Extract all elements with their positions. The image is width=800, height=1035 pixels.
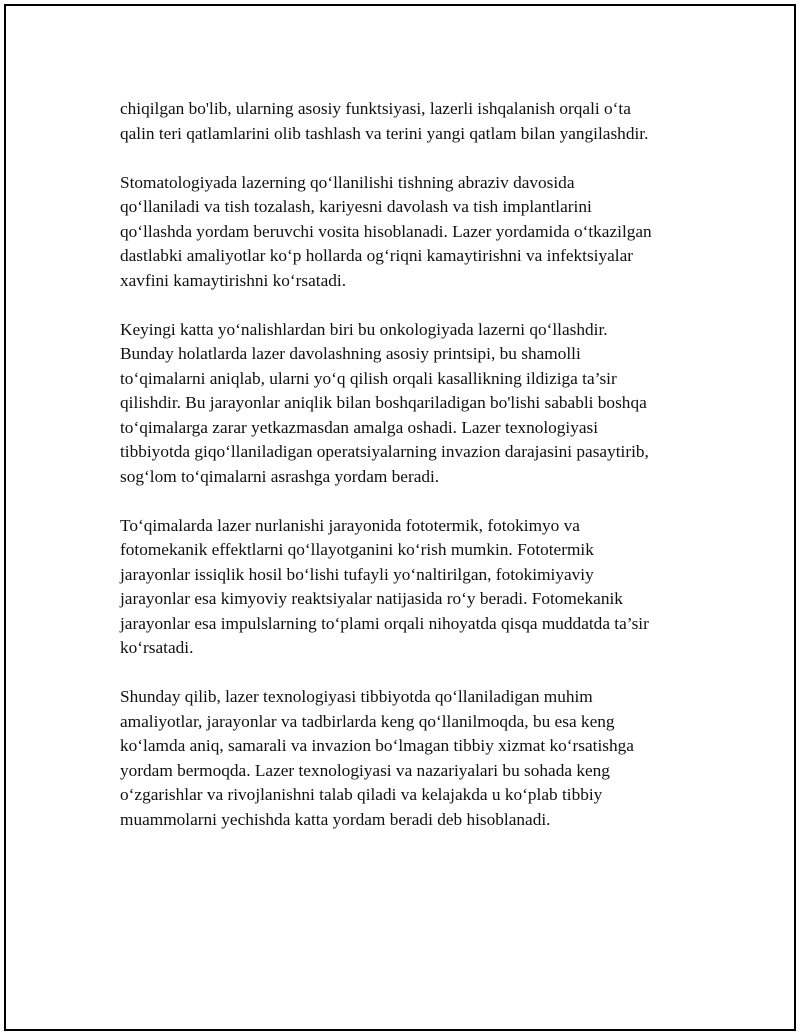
paragraph-skin-treatment: chiqilgan bo'lib, ularning asosiy funktsiyasi, lazerli ishqalanish orqali o‘ta qalin teri qatlamlarini olib tashlash va terini yangi qatlam bilan yangilashdir.: [120, 99, 649, 143]
paragraph-dentistry: Stomatologiyada lazerning qo‘llanilishi tishning abraziv davosida qo‘llaniladi va tish tozalash, kariyesni davolash va tish implantlarini qo‘llashda yordam beruvchi vosita hisoblanadi. Lazer yordamida o‘tkazilgan dastlabki amaliyotlar ko‘p hollarda og‘riqni kamaytirishni va infektsiyalar xavfini kamaytirishni ko‘rsatadi.: [120, 172, 652, 290]
paragraph-oncology: Keyingi katta yo‘nalishlardan biri bu onkologiyada lazerni qo‘llashdir. Bunday holatlarda lazer davolashning asosiy printsipi, bu shamolli to‘qimalarni aniqlab, ularni yo‘q qilish orqali kasallikning ildiziga ta’sir qilishdir. Bu jarayonlar aniqlik bilan boshqariladigan bo'lishi sababli boshqa to‘qimalarga zarar yetkazmasdan amalga oshadi. Lazer texnologiyasi tibbiyotda giqo‘llaniladigan operatsiyalarning invazion darajasini pasaytirib, sog‘lom to‘qimalarni asrashga yordam beradi.: [120, 319, 649, 486]
document-body: [120, 97, 712, 857]
paragraph-conclusion: Shunday qilib, lazer texnologiyasi tibbiyotda qo‘llaniladigan muhim amaliyotlar, jarayonlar va tadbirlarda keng qo‘llanilmoqda, bu esa keng ko‘lamda aniq, samarali va invazion bo‘lmagan tibbiy xizmat ko‘rsatishga yordam bermoqda. Lazer texnologiyasi va nazariyalari bu sohada keng o‘zgarishlar va rivojlanishni talab qiladi va kelajakda u ko‘plab tibbiy muammolarni yechishda katta yordam beradi deb hisoblanadi.: [120, 687, 634, 829]
page-border: [4, 4, 796, 1031]
paragraph-tissue-effects: To‘qimalarda lazer nurlanishi jarayonida fototermik, fotokimyo va fotomekanik effektlarni qo‘llayotganini ko‘rish mumkin. Fototermik jarayonlar issiqlik hosil bo‘lishi tufayli yo‘naltirilgan, fotokimiyaviy jarayonlar esa kimyoviy reaktsiyalar natijasida ro‘y beradi. Fotomekanik jarayonlar esa impulslarning to‘plami orqali nihoyatda qisqa muddatda ta’sir ko‘rsatadi.: [120, 515, 649, 657]
